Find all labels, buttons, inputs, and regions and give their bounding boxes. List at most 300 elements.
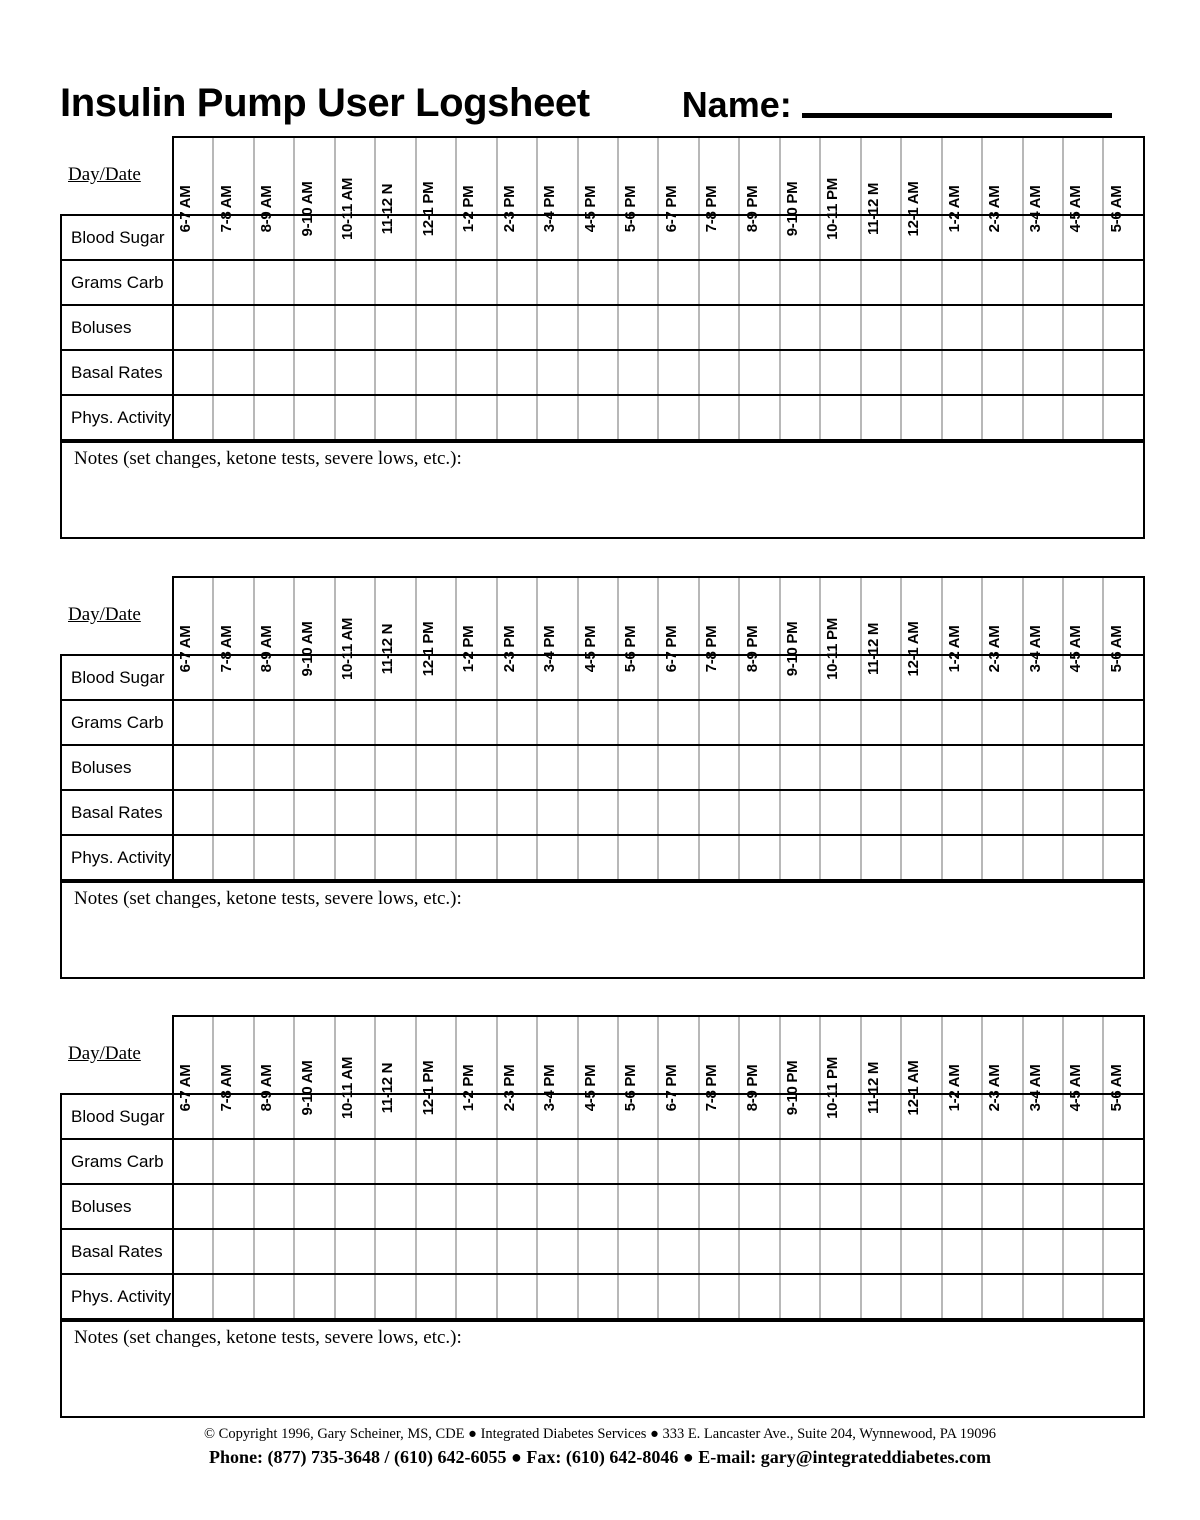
entry-cell[interactable] — [174, 351, 212, 394]
entry-cell[interactable] — [496, 396, 536, 439]
entry-cell[interactable] — [174, 791, 212, 834]
entry-cell[interactable] — [900, 306, 940, 349]
entry-cell[interactable] — [1102, 746, 1142, 789]
entry-cell[interactable] — [253, 351, 293, 394]
entry-cell[interactable] — [819, 1275, 859, 1318]
entry-cell[interactable] — [212, 1275, 252, 1318]
notes-area[interactable] — [62, 1320, 1143, 1416]
entry-cell[interactable] — [819, 396, 859, 439]
hour-header-label: 12-1 AM — [905, 1060, 923, 1116]
entry-cell[interactable] — [941, 396, 981, 439]
entry-cell[interactable] — [415, 1275, 455, 1318]
entry-cell[interactable] — [860, 791, 900, 834]
entry-cell[interactable] — [174, 1275, 212, 1318]
daydate-cell[interactable] — [60, 136, 172, 214]
entry-cell[interactable] — [1062, 701, 1102, 744]
entry-cell[interactable] — [1022, 791, 1062, 834]
entry-cell[interactable] — [1022, 746, 1062, 789]
entry-cell[interactable] — [293, 261, 333, 304]
entry-cell[interactable] — [374, 836, 414, 879]
entry-cell[interactable] — [174, 701, 212, 744]
entry-cell[interactable] — [941, 746, 981, 789]
entry-cell[interactable] — [698, 1140, 738, 1183]
entry-cell[interactable] — [1102, 701, 1142, 744]
entry-cell[interactable] — [334, 306, 374, 349]
entry-cell[interactable] — [1062, 306, 1102, 349]
entry-cell[interactable] — [738, 1140, 778, 1183]
entry-cell[interactable] — [1022, 836, 1062, 879]
entry-cell[interactable] — [577, 396, 617, 439]
entry-cell[interactable] — [374, 791, 414, 834]
entry-cell[interactable] — [1102, 1275, 1142, 1318]
entry-cell[interactable] — [941, 1140, 981, 1183]
entry-cell[interactable] — [698, 396, 738, 439]
entry-cell[interactable] — [779, 351, 819, 394]
entry-cell[interactable] — [779, 1230, 819, 1273]
daydate-cell[interactable] — [60, 1015, 172, 1093]
entry-cell[interactable] — [577, 1140, 617, 1183]
entry-cell[interactable] — [253, 261, 293, 304]
entry-cell[interactable] — [577, 1275, 617, 1318]
entry-cell[interactable] — [455, 701, 495, 744]
entry-cell[interactable] — [1102, 306, 1142, 349]
entry-cell[interactable] — [174, 1185, 212, 1228]
entry-cell[interactable] — [415, 306, 455, 349]
entry-cell[interactable] — [941, 791, 981, 834]
entry-cell[interactable] — [577, 306, 617, 349]
entry-cell[interactable] — [617, 261, 657, 304]
name-input-blank[interactable] — [802, 113, 1112, 118]
entry-cell[interactable] — [779, 701, 819, 744]
entry-cell[interactable] — [1022, 396, 1062, 439]
entry-cell[interactable] — [212, 836, 252, 879]
entry-cell[interactable] — [860, 1230, 900, 1273]
entry-cell[interactable] — [860, 261, 900, 304]
entry-cell[interactable] — [334, 1140, 374, 1183]
entry-cell[interactable] — [981, 791, 1021, 834]
entry-cell[interactable] — [212, 306, 252, 349]
entry-cell[interactable] — [334, 1275, 374, 1318]
entry-cell[interactable] — [455, 1140, 495, 1183]
entry-cell[interactable] — [900, 1185, 940, 1228]
entry-cell[interactable] — [496, 746, 536, 789]
entry-cell[interactable] — [536, 351, 576, 394]
entry-cell[interactable] — [819, 306, 859, 349]
entry-cell[interactable] — [981, 351, 1021, 394]
entry-cell[interactable] — [212, 351, 252, 394]
entry-cell[interactable] — [1102, 1230, 1142, 1273]
entry-cell[interactable] — [536, 746, 576, 789]
entry-cell[interactable] — [698, 1275, 738, 1318]
entry-cell[interactable] — [536, 396, 576, 439]
entry-cell[interactable] — [415, 1140, 455, 1183]
entry-cell[interactable] — [374, 746, 414, 789]
entry-cell[interactable] — [293, 1275, 333, 1318]
entry-cell[interactable] — [1022, 1275, 1062, 1318]
entry-cell[interactable] — [738, 701, 778, 744]
entry-cell[interactable] — [738, 306, 778, 349]
entry-cell[interactable] — [577, 261, 617, 304]
entry-cell[interactable] — [617, 701, 657, 744]
entry-cell[interactable] — [738, 1275, 778, 1318]
entry-cell[interactable] — [860, 306, 900, 349]
entry-cell[interactable] — [819, 1185, 859, 1228]
entry-cell[interactable] — [981, 1185, 1021, 1228]
entry-cell[interactable] — [496, 1275, 536, 1318]
entry-cell[interactable] — [981, 1140, 1021, 1183]
entry-cell[interactable] — [657, 1275, 697, 1318]
entry-cell[interactable] — [900, 1275, 940, 1318]
entry-cell[interactable] — [293, 1140, 333, 1183]
entry-cell[interactable] — [374, 1140, 414, 1183]
entry-cell[interactable] — [1062, 791, 1102, 834]
entry-cell[interactable] — [293, 1230, 333, 1273]
entry-cell[interactable] — [657, 306, 697, 349]
entry-cell[interactable] — [1022, 1230, 1062, 1273]
entry-cell[interactable] — [536, 261, 576, 304]
entry-cell[interactable] — [334, 791, 374, 834]
entry-cell[interactable] — [374, 261, 414, 304]
entry-cell[interactable] — [253, 1140, 293, 1183]
entry-cell[interactable] — [334, 1185, 374, 1228]
entry-cell[interactable] — [174, 1230, 212, 1273]
entry-cell[interactable] — [212, 396, 252, 439]
notes-area[interactable] — [62, 441, 1143, 537]
entry-cell[interactable] — [698, 351, 738, 394]
entry-cell[interactable] — [698, 836, 738, 879]
entry-cell[interactable] — [536, 1230, 576, 1273]
entry-cell[interactable] — [455, 791, 495, 834]
entry-cell[interactable] — [617, 1185, 657, 1228]
entry-cell[interactable] — [779, 396, 819, 439]
entry-cell[interactable] — [698, 306, 738, 349]
entry-cell[interactable] — [779, 261, 819, 304]
entry-cell[interactable] — [253, 1230, 293, 1273]
entry-cell[interactable] — [941, 1185, 981, 1228]
entry-cell[interactable] — [577, 1185, 617, 1228]
entry-cell[interactable] — [617, 1230, 657, 1273]
entry-cell[interactable] — [1062, 1140, 1102, 1183]
entry-cell[interactable] — [617, 1275, 657, 1318]
entry-cell[interactable] — [577, 746, 617, 789]
entry-cell[interactable] — [415, 396, 455, 439]
entry-cell[interactable] — [536, 306, 576, 349]
entry-cell[interactable] — [941, 261, 981, 304]
entry-cell[interactable] — [657, 1185, 697, 1228]
entry-cell[interactable] — [941, 306, 981, 349]
entry-cell[interactable] — [577, 836, 617, 879]
entry-cell[interactable] — [941, 701, 981, 744]
entry-cell[interactable] — [738, 396, 778, 439]
entry-cell[interactable] — [536, 1140, 576, 1183]
entry-cell[interactable] — [981, 1275, 1021, 1318]
entry-cell[interactable] — [819, 836, 859, 879]
entry-cell[interactable] — [657, 701, 697, 744]
entry-cell[interactable] — [981, 396, 1021, 439]
entry-cell[interactable] — [738, 261, 778, 304]
entry-cell[interactable] — [415, 261, 455, 304]
entry-cell[interactable] — [374, 1275, 414, 1318]
hour-header-cell — [415, 578, 455, 677]
entry-cell[interactable] — [860, 1275, 900, 1318]
entry-cell[interactable] — [779, 1140, 819, 1183]
entry-cell[interactable] — [981, 746, 1021, 789]
entry-cell[interactable] — [657, 396, 697, 439]
entry-cell[interactable] — [981, 306, 1021, 349]
entry-cell[interactable] — [293, 306, 333, 349]
entry-cell[interactable] — [1062, 396, 1102, 439]
entry-cell[interactable] — [212, 261, 252, 304]
entry-cell[interactable] — [455, 396, 495, 439]
entry-cell[interactable] — [536, 1275, 576, 1318]
entry-cell[interactable] — [981, 1230, 1021, 1273]
entry-cell[interactable] — [617, 791, 657, 834]
entry-cell[interactable] — [1102, 1140, 1142, 1183]
entry-cell[interactable] — [174, 261, 212, 304]
entry-cell[interactable] — [374, 1230, 414, 1273]
entry-cell[interactable] — [1022, 261, 1062, 304]
entry-cell[interactable] — [657, 836, 697, 879]
entry-cell[interactable] — [900, 1140, 940, 1183]
entry-cell[interactable] — [577, 1230, 617, 1273]
entry-cell[interactable] — [819, 791, 859, 834]
entry-cell[interactable] — [860, 746, 900, 789]
entry-cell[interactable] — [900, 746, 940, 789]
entry-cell[interactable] — [536, 701, 576, 744]
entry-cell[interactable] — [536, 836, 576, 879]
entry-cell[interactable] — [1102, 351, 1142, 394]
entry-cell[interactable] — [253, 791, 293, 834]
entry-cell[interactable] — [212, 701, 252, 744]
entry-cell[interactable] — [374, 396, 414, 439]
entry-cell[interactable] — [293, 701, 333, 744]
entry-cell[interactable] — [1102, 791, 1142, 834]
entry-cell[interactable] — [860, 1185, 900, 1228]
entry-cell[interactable] — [212, 1185, 252, 1228]
entry-cell[interactable] — [455, 1275, 495, 1318]
entry-cell[interactable] — [374, 1185, 414, 1228]
entry-cell[interactable] — [293, 351, 333, 394]
entry-cell[interactable] — [496, 1230, 536, 1273]
entry-cell[interactable] — [1062, 746, 1102, 789]
entry-cell[interactable] — [941, 1230, 981, 1273]
entry-cell[interactable] — [334, 701, 374, 744]
entry-cell[interactable] — [577, 351, 617, 394]
entry-cell[interactable] — [212, 1140, 252, 1183]
entry-cell[interactable] — [698, 1230, 738, 1273]
entry-cell[interactable] — [819, 1230, 859, 1273]
entry-cell[interactable] — [1102, 396, 1142, 439]
entry-cell[interactable] — [212, 791, 252, 834]
entry-cell[interactable] — [617, 746, 657, 789]
entry-cell[interactable] — [941, 351, 981, 394]
entry-cell[interactable] — [779, 746, 819, 789]
entry-cell[interactable] — [253, 396, 293, 439]
entry-cell[interactable] — [496, 791, 536, 834]
entry-cell[interactable] — [455, 306, 495, 349]
entry-cell[interactable] — [819, 701, 859, 744]
row-label: Basal Rates — [62, 351, 174, 394]
entry-cell[interactable] — [617, 1140, 657, 1183]
entry-cell[interactable] — [496, 701, 536, 744]
entry-cell[interactable] — [174, 746, 212, 789]
entry-cell[interactable] — [1022, 351, 1062, 394]
entry-cell[interactable] — [1062, 1275, 1102, 1318]
entry-cell[interactable] — [860, 1140, 900, 1183]
entry-cell[interactable] — [253, 746, 293, 789]
entry-cell[interactable] — [981, 836, 1021, 879]
notes-area[interactable] — [62, 881, 1143, 977]
entry-cell[interactable] — [819, 351, 859, 394]
entry-cell[interactable] — [415, 351, 455, 394]
entry-cell[interactable] — [455, 351, 495, 394]
entry-cell[interactable] — [415, 701, 455, 744]
entry-cell[interactable] — [415, 791, 455, 834]
entry-cell[interactable] — [293, 1185, 333, 1228]
entry-cell[interactable] — [1102, 261, 1142, 304]
entry-cell[interactable] — [860, 396, 900, 439]
entry-cell[interactable] — [536, 1185, 576, 1228]
entry-cell[interactable] — [941, 836, 981, 879]
entry-cell[interactable] — [1062, 261, 1102, 304]
entry-cell[interactable] — [819, 1140, 859, 1183]
entry-cell[interactable] — [738, 351, 778, 394]
entry-cell[interactable] — [212, 746, 252, 789]
entry-cell[interactable] — [617, 396, 657, 439]
entry-cell[interactable] — [900, 701, 940, 744]
entry-cell[interactable] — [293, 396, 333, 439]
entry-cell[interactable] — [617, 836, 657, 879]
entry-cell[interactable] — [900, 351, 940, 394]
entry-cell[interactable] — [455, 1185, 495, 1228]
entry-cell[interactable] — [1102, 1185, 1142, 1228]
entry-cell[interactable] — [657, 1230, 697, 1273]
entry-cell[interactable] — [253, 1275, 293, 1318]
entry-cell[interactable] — [617, 306, 657, 349]
entry-cell[interactable] — [374, 701, 414, 744]
entry-cell[interactable] — [900, 261, 940, 304]
entry-cell[interactable] — [860, 836, 900, 879]
entry-cell[interactable] — [334, 836, 374, 879]
entry-cell[interactable] — [657, 1140, 697, 1183]
entry-cell[interactable] — [657, 746, 697, 789]
entry-cell[interactable] — [1062, 836, 1102, 879]
entry-cell[interactable] — [415, 746, 455, 789]
entry-cell[interactable] — [293, 791, 333, 834]
hour-header-label: 3-4 AM — [1026, 185, 1044, 233]
entry-cell[interactable] — [253, 1185, 293, 1228]
entry-cell[interactable] — [496, 1140, 536, 1183]
entry-cell[interactable] — [1062, 1185, 1102, 1228]
entry-cell[interactable] — [698, 701, 738, 744]
entry-cell[interactable] — [900, 836, 940, 879]
entry-cell[interactable] — [981, 261, 1021, 304]
entry-cell[interactable] — [174, 1140, 212, 1183]
daydate-cell[interactable] — [60, 576, 172, 654]
entry-cell[interactable] — [657, 261, 697, 304]
entry-cell[interactable] — [577, 791, 617, 834]
entry-cell[interactable] — [334, 1230, 374, 1273]
entry-cell[interactable] — [698, 1185, 738, 1228]
entry-cell[interactable] — [174, 396, 212, 439]
entry-cell[interactable] — [981, 701, 1021, 744]
entry-cell[interactable] — [698, 261, 738, 304]
entry-cell[interactable] — [536, 791, 576, 834]
entry-cell[interactable] — [1022, 701, 1062, 744]
entry-cell[interactable] — [738, 1185, 778, 1228]
entry-cell[interactable] — [334, 351, 374, 394]
entry-cell[interactable] — [900, 791, 940, 834]
entry-cell[interactable] — [819, 261, 859, 304]
entry-cell[interactable] — [293, 746, 333, 789]
entry-cell[interactable] — [657, 351, 697, 394]
entry-cell[interactable] — [415, 1230, 455, 1273]
entry-cell[interactable] — [455, 836, 495, 879]
entry-cell[interactable] — [253, 701, 293, 744]
entry-cell[interactable] — [496, 306, 536, 349]
entry-cell[interactable] — [738, 836, 778, 879]
entry-cell[interactable] — [212, 1230, 252, 1273]
entry-cell[interactable] — [253, 306, 293, 349]
entry-cell[interactable] — [334, 746, 374, 789]
entry-cell[interactable] — [657, 791, 697, 834]
entry-cell[interactable] — [779, 306, 819, 349]
entry-cell[interactable] — [496, 1185, 536, 1228]
entry-cell[interactable] — [900, 1230, 940, 1273]
entry-cell[interactable] — [455, 261, 495, 304]
entry-cell[interactable] — [253, 836, 293, 879]
entry-cell[interactable] — [1062, 1230, 1102, 1273]
entry-cell[interactable] — [374, 306, 414, 349]
entry-cell[interactable] — [174, 836, 212, 879]
entry-cell[interactable] — [860, 701, 900, 744]
entry-cell[interactable] — [617, 351, 657, 394]
entry-cell[interactable] — [334, 261, 374, 304]
entry-cell[interactable] — [577, 701, 617, 744]
entry-cell[interactable] — [293, 836, 333, 879]
entry-cell[interactable] — [334, 396, 374, 439]
entry-cell[interactable] — [415, 1185, 455, 1228]
entry-cell[interactable] — [941, 1275, 981, 1318]
entry-cell[interactable] — [496, 261, 536, 304]
hour-header-cell — [374, 1017, 414, 1114]
entry-cell[interactable] — [496, 836, 536, 879]
entry-cell[interactable] — [1022, 306, 1062, 349]
entry-cell[interactable] — [738, 791, 778, 834]
entry-cell[interactable] — [455, 746, 495, 789]
entry-cell[interactable] — [779, 836, 819, 879]
entry-cell[interactable] — [738, 746, 778, 789]
entry-cell[interactable] — [374, 351, 414, 394]
entry-cell[interactable] — [698, 791, 738, 834]
entry-cell[interactable] — [1062, 351, 1102, 394]
entry-cell[interactable] — [174, 306, 212, 349]
entry-cell[interactable] — [1022, 1185, 1062, 1228]
entry-cell[interactable] — [779, 1185, 819, 1228]
entry-cell[interactable] — [779, 791, 819, 834]
entry-cell[interactable] — [738, 1230, 778, 1273]
entry-cell[interactable] — [819, 746, 859, 789]
entry-cell[interactable] — [698, 746, 738, 789]
entry-cell[interactable] — [455, 1230, 495, 1273]
entry-cell[interactable] — [779, 1275, 819, 1318]
entry-cell[interactable] — [1102, 836, 1142, 879]
entry-cell[interactable] — [1022, 1140, 1062, 1183]
entry-cell[interactable] — [900, 396, 940, 439]
entry-cell[interactable] — [415, 836, 455, 879]
entry-cell[interactable] — [496, 351, 536, 394]
entry-cell[interactable] — [860, 351, 900, 394]
